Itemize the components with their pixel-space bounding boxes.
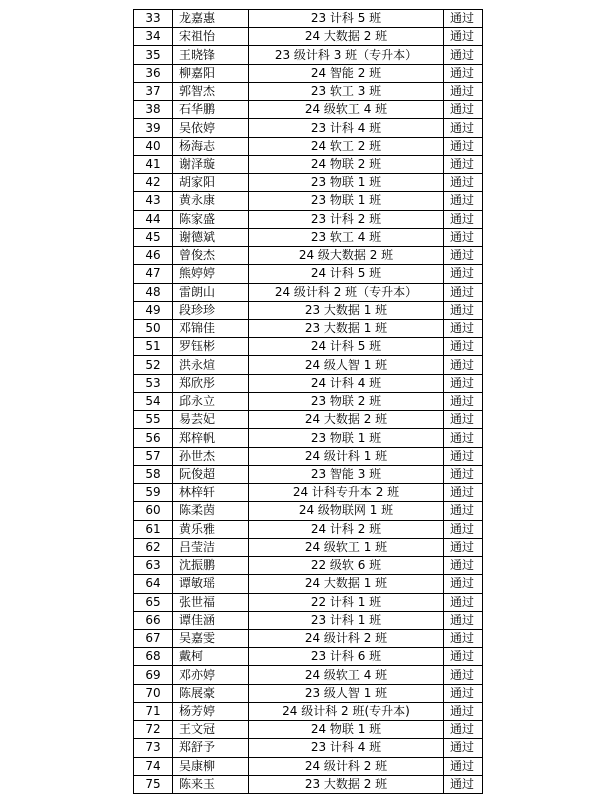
student-name: 孙世杰 (173, 447, 249, 465)
class-name: 24 级计科 2 班(专升本) (249, 702, 444, 720)
table-row (134, 502, 483, 520)
student-name: 吴依婷 (173, 119, 249, 137)
table-row (134, 247, 483, 265)
table-row (134, 319, 483, 337)
row-number: 46 (134, 247, 173, 265)
student-name: 张世福 (173, 593, 249, 611)
class-name: 23 软工 3 班 (249, 82, 444, 100)
table-row (134, 702, 483, 720)
result-status: 通过 (444, 739, 483, 757)
class-name: 23 物联 1 班 (249, 429, 444, 447)
class-name: 23 智能 3 班 (249, 465, 444, 483)
class-name: 24 级软工 1 班 (249, 538, 444, 556)
result-status: 通过 (444, 265, 483, 283)
row-number: 39 (134, 119, 173, 137)
class-name: 23 物联 1 班 (249, 192, 444, 210)
table-row (134, 82, 483, 100)
table-row (134, 629, 483, 647)
result-status: 通过 (444, 247, 483, 265)
row-number: 58 (134, 465, 173, 483)
row-number: 67 (134, 629, 173, 647)
student-name: 戴柯 (173, 648, 249, 666)
student-name: 王晓锋 (173, 46, 249, 64)
result-status: 通过 (444, 192, 483, 210)
table-row (134, 429, 483, 447)
student-name: 吴嘉雯 (173, 629, 249, 647)
result-status: 通过 (444, 356, 483, 374)
result-status: 通过 (444, 137, 483, 155)
row-number: 43 (134, 192, 173, 210)
result-status: 通过 (444, 392, 483, 410)
row-number: 73 (134, 739, 173, 757)
class-name: 23 物联 2 班 (249, 392, 444, 410)
table-row (134, 356, 483, 374)
student-name: 吴康柳 (173, 757, 249, 775)
table-row (134, 265, 483, 283)
table-row (134, 119, 483, 137)
student-name: 谢德斌 (173, 228, 249, 246)
result-status: 通过 (444, 64, 483, 82)
row-number: 50 (134, 319, 173, 337)
row-number: 69 (134, 666, 173, 684)
result-status: 通过 (444, 557, 483, 575)
row-number: 49 (134, 301, 173, 319)
student-name: 郑梓帆 (173, 429, 249, 447)
table-row (134, 10, 483, 28)
result-status: 通过 (444, 82, 483, 100)
table-row (134, 174, 483, 192)
class-name: 23 计科 4 班 (249, 739, 444, 757)
row-number: 37 (134, 82, 173, 100)
class-name: 22 计科 1 班 (249, 593, 444, 611)
student-name: 王文冠 (173, 721, 249, 739)
result-status: 通过 (444, 155, 483, 173)
student-name: 杨芳婷 (173, 702, 249, 720)
row-number: 38 (134, 101, 173, 119)
table-row (134, 465, 483, 483)
row-number: 66 (134, 611, 173, 629)
student-name: 林梓轩 (173, 484, 249, 502)
table-row (134, 101, 483, 119)
student-name: 柳嘉阳 (173, 64, 249, 82)
table-row (134, 411, 483, 429)
class-name: 23 大数据 1 班 (249, 319, 444, 337)
result-status: 通过 (444, 301, 483, 319)
class-name: 24 级大数据 2 班 (249, 247, 444, 265)
student-name: 宋祖怡 (173, 28, 249, 46)
student-name: 陈展豪 (173, 684, 249, 702)
class-name: 23 计科 6 班 (249, 648, 444, 666)
class-name: 24 计科 4 班 (249, 374, 444, 392)
table-row (134, 46, 483, 64)
class-name: 24 物联 2 班 (249, 155, 444, 173)
class-name: 23 计科 4 班 (249, 119, 444, 137)
result-status: 通过 (444, 702, 483, 720)
table-row (134, 775, 483, 793)
result-status: 通过 (444, 10, 483, 28)
class-name: 24 级软工 4 班 (249, 101, 444, 119)
result-status: 通过 (444, 502, 483, 520)
result-status: 通过 (444, 374, 483, 392)
class-name: 23 级计科 3 班（专升本） (249, 46, 444, 64)
row-number: 35 (134, 46, 173, 64)
result-status: 通过 (444, 46, 483, 64)
row-number: 62 (134, 538, 173, 556)
result-status: 通过 (444, 520, 483, 538)
table-row (134, 520, 483, 538)
row-number: 51 (134, 338, 173, 356)
class-name: 24 大数据 2 班 (249, 411, 444, 429)
class-name: 24 级计科 2 班（专升本） (249, 283, 444, 301)
table-row (134, 557, 483, 575)
class-name: 24 计科 2 班 (249, 520, 444, 538)
student-name: 吕莹洁 (173, 538, 249, 556)
row-number: 56 (134, 429, 173, 447)
student-name: 胡家阳 (173, 174, 249, 192)
student-name: 邓亦婷 (173, 666, 249, 684)
result-status: 通过 (444, 648, 483, 666)
result-status: 通过 (444, 101, 483, 119)
result-status: 通过 (444, 666, 483, 684)
table-row (134, 648, 483, 666)
table-row (134, 575, 483, 593)
row-number: 36 (134, 64, 173, 82)
table-row (134, 757, 483, 775)
student-name: 雷朗山 (173, 283, 249, 301)
row-number: 54 (134, 392, 173, 410)
student-name: 陈家盛 (173, 210, 249, 228)
table-row (134, 684, 483, 702)
row-number: 47 (134, 265, 173, 283)
result-status: 通过 (444, 721, 483, 739)
row-number: 45 (134, 228, 173, 246)
table-row (134, 228, 483, 246)
table-row (134, 392, 483, 410)
class-name: 23 计科 2 班 (249, 210, 444, 228)
table-row (134, 137, 483, 155)
table-row (134, 64, 483, 82)
student-name: 郑欣彤 (173, 374, 249, 392)
student-name: 陈柔茵 (173, 502, 249, 520)
student-name: 熊婷婷 (173, 265, 249, 283)
student-name: 谭敏瑶 (173, 575, 249, 593)
result-status: 通过 (444, 210, 483, 228)
row-number: 55 (134, 411, 173, 429)
table-row (134, 155, 483, 173)
class-name: 24 软工 2 班 (249, 137, 444, 155)
result-status: 通过 (444, 319, 483, 337)
row-number: 63 (134, 557, 173, 575)
class-name: 23 软工 4 班 (249, 228, 444, 246)
class-name: 24 级计科 2 班 (249, 757, 444, 775)
class-name: 24 计科 5 班 (249, 265, 444, 283)
result-status: 通过 (444, 684, 483, 702)
student-name: 郭智杰 (173, 82, 249, 100)
student-name: 石华鹏 (173, 101, 249, 119)
result-status: 通过 (444, 629, 483, 647)
class-name: 23 大数据 2 班 (249, 775, 444, 793)
student-name: 邱永立 (173, 392, 249, 410)
row-number: 34 (134, 28, 173, 46)
student-name: 谢泽璇 (173, 155, 249, 173)
student-name: 罗钰彬 (173, 338, 249, 356)
row-number: 53 (134, 374, 173, 392)
row-number: 40 (134, 137, 173, 155)
class-name: 24 级软工 4 班 (249, 666, 444, 684)
class-name: 24 物联 1 班 (249, 721, 444, 739)
row-number: 44 (134, 210, 173, 228)
row-number: 64 (134, 575, 173, 593)
table-row (134, 484, 483, 502)
class-name: 23 计科 1 班 (249, 611, 444, 629)
row-number: 60 (134, 502, 173, 520)
table-row (134, 338, 483, 356)
class-name: 24 大数据 2 班 (249, 28, 444, 46)
result-status: 通过 (444, 575, 483, 593)
class-name: 22 级软 6 班 (249, 557, 444, 575)
row-number: 61 (134, 520, 173, 538)
student-name: 杨海志 (173, 137, 249, 155)
class-name: 24 计科 5 班 (249, 338, 444, 356)
student-name: 易芸妃 (173, 411, 249, 429)
table-row (134, 28, 483, 46)
table-row (134, 538, 483, 556)
result-status: 通过 (444, 465, 483, 483)
result-status: 通过 (444, 174, 483, 192)
result-status: 通过 (444, 411, 483, 429)
class-name: 24 级计科 1 班 (249, 447, 444, 465)
student-name: 曾俊杰 (173, 247, 249, 265)
class-name: 24 级计科 2 班 (249, 629, 444, 647)
class-name: 24 级人智 1 班 (249, 356, 444, 374)
student-name: 黄乐雅 (173, 520, 249, 538)
result-status: 通过 (444, 484, 483, 502)
result-status: 通过 (444, 611, 483, 629)
result-status: 通过 (444, 593, 483, 611)
results-table-body (134, 10, 483, 794)
result-status: 通过 (444, 28, 483, 46)
result-status: 通过 (444, 338, 483, 356)
result-status: 通过 (444, 283, 483, 301)
table-row (134, 739, 483, 757)
row-number: 57 (134, 447, 173, 465)
result-status: 通过 (444, 538, 483, 556)
row-number: 48 (134, 283, 173, 301)
table-row (134, 374, 483, 392)
table-row (134, 283, 483, 301)
class-name: 24 智能 2 班 (249, 64, 444, 82)
class-name: 23 大数据 1 班 (249, 301, 444, 319)
student-name: 黄永康 (173, 192, 249, 210)
class-name: 24 计科专升本 2 班 (249, 484, 444, 502)
class-name: 24 大数据 1 班 (249, 575, 444, 593)
class-name: 23 物联 1 班 (249, 174, 444, 192)
result-status: 通过 (444, 775, 483, 793)
table-row (134, 301, 483, 319)
table-row (134, 721, 483, 739)
row-number: 42 (134, 174, 173, 192)
row-number: 65 (134, 593, 173, 611)
results-table (133, 9, 483, 794)
student-name: 阮俊超 (173, 465, 249, 483)
row-number: 72 (134, 721, 173, 739)
student-name: 段珍珍 (173, 301, 249, 319)
row-number: 71 (134, 702, 173, 720)
class-name: 23 级人智 1 班 (249, 684, 444, 702)
row-number: 68 (134, 648, 173, 666)
table-row (134, 447, 483, 465)
row-number: 75 (134, 775, 173, 793)
student-name: 陈来玉 (173, 775, 249, 793)
table-row (134, 210, 483, 228)
table-row (134, 192, 483, 210)
row-number: 59 (134, 484, 173, 502)
student-name: 龙嘉惠 (173, 10, 249, 28)
result-status: 通过 (444, 429, 483, 447)
student-name: 洪永煊 (173, 356, 249, 374)
row-number: 41 (134, 155, 173, 173)
student-name: 郑舒予 (173, 739, 249, 757)
result-status: 通过 (444, 119, 483, 137)
result-status: 通过 (444, 447, 483, 465)
student-name: 沈振鹏 (173, 557, 249, 575)
class-name: 24 级物联网 1 班 (249, 502, 444, 520)
result-status: 通过 (444, 228, 483, 246)
table-row (134, 666, 483, 684)
student-name: 谭佳涵 (173, 611, 249, 629)
table-row (134, 593, 483, 611)
row-number: 74 (134, 757, 173, 775)
class-name: 23 计科 5 班 (249, 10, 444, 28)
row-number: 33 (134, 10, 173, 28)
student-name: 邓锦佳 (173, 319, 249, 337)
table-row (134, 611, 483, 629)
row-number: 70 (134, 684, 173, 702)
row-number: 52 (134, 356, 173, 374)
result-status: 通过 (444, 757, 483, 775)
